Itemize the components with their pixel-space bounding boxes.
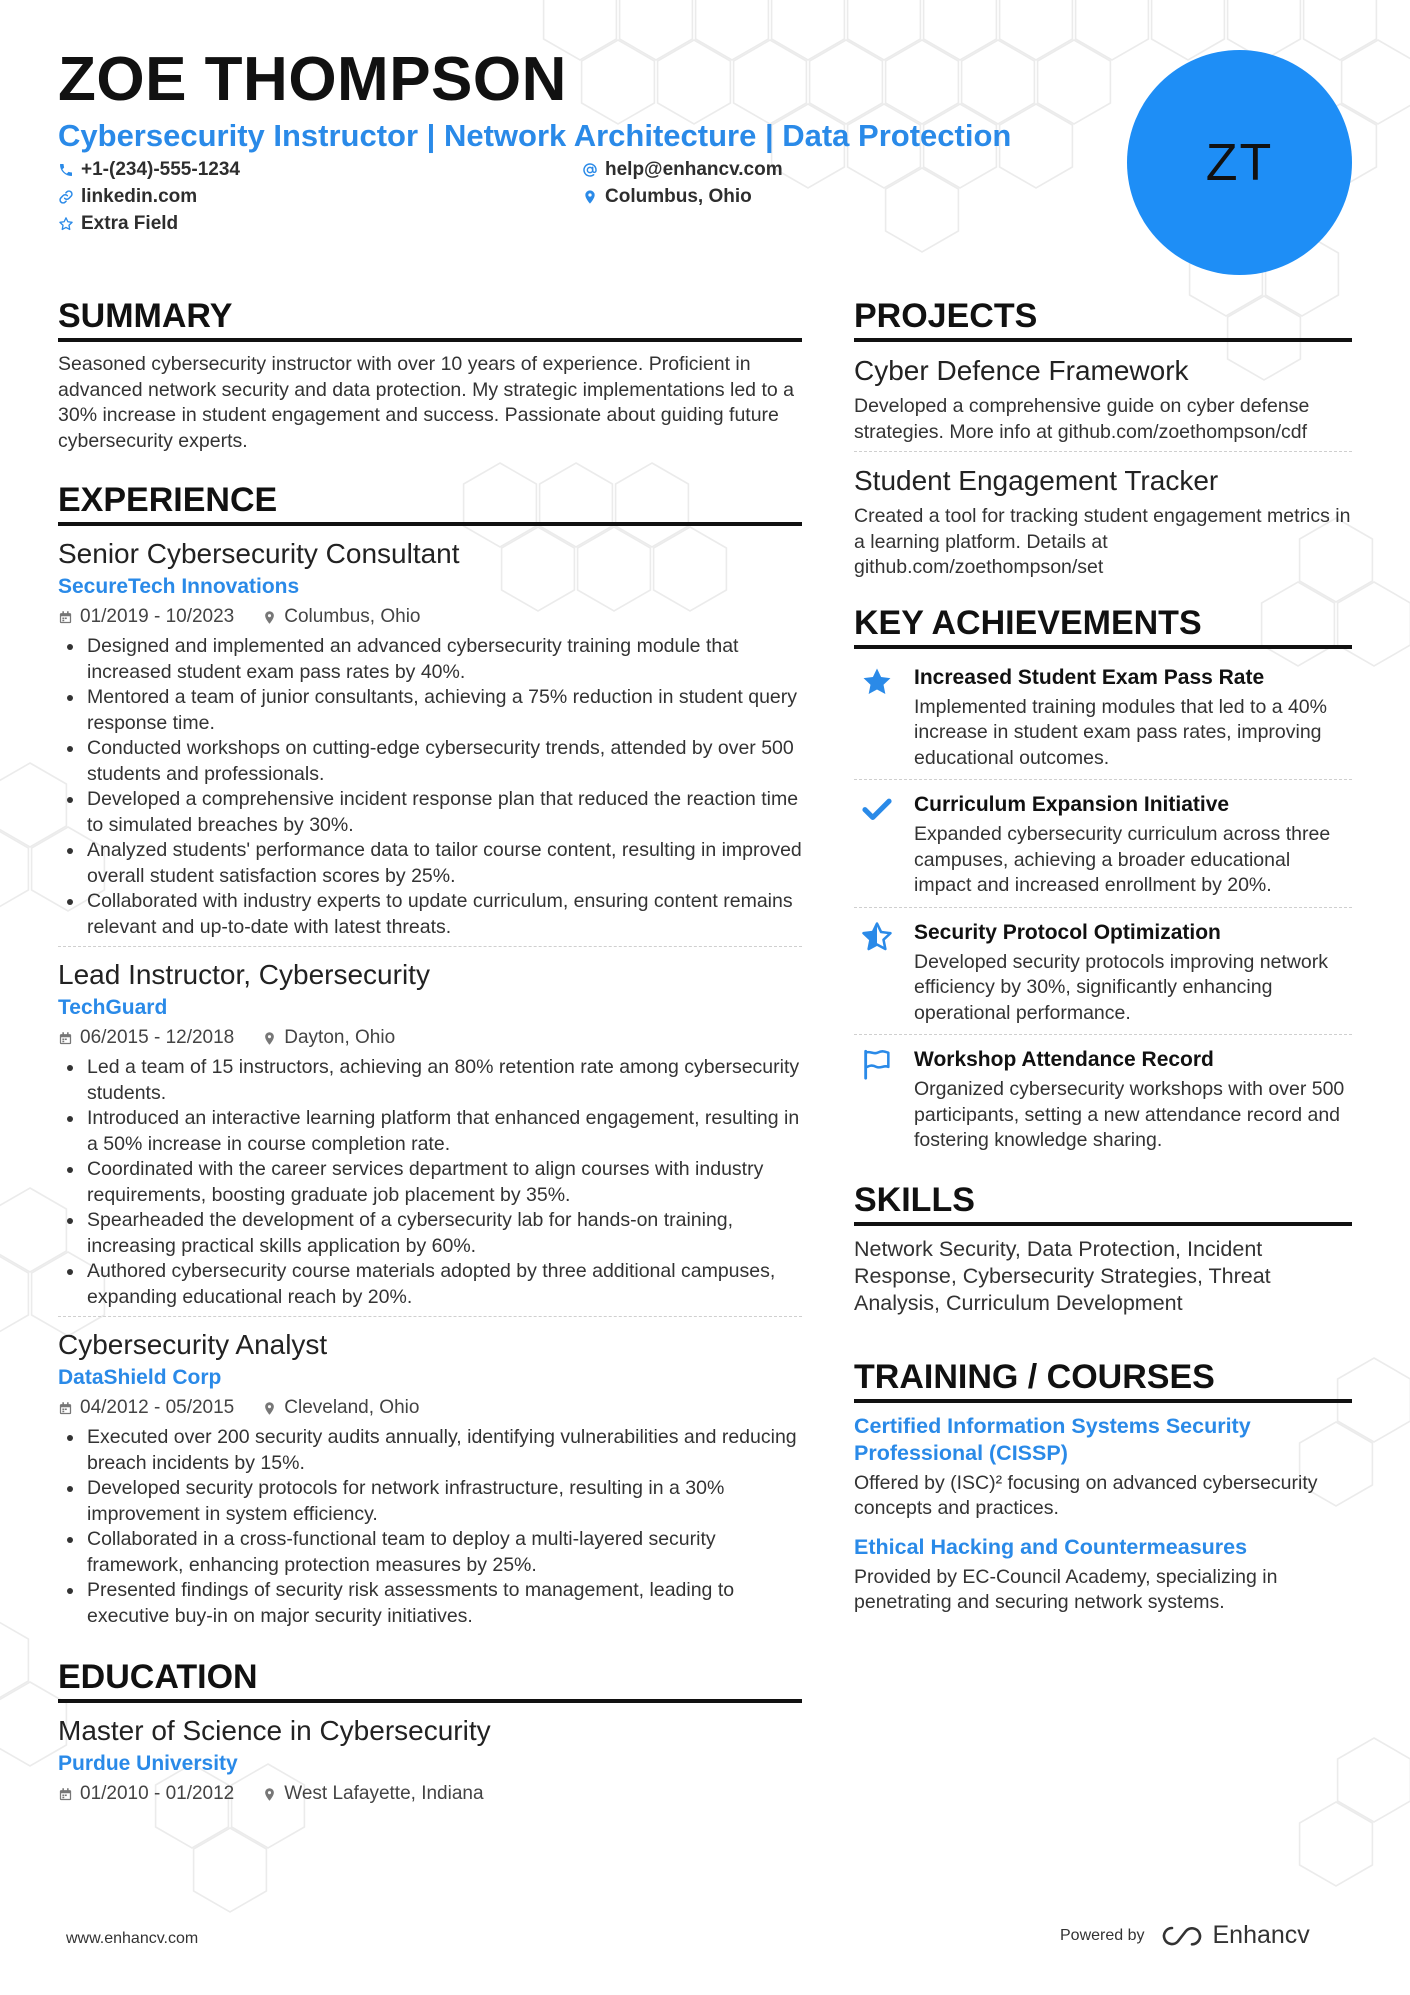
at-icon xyxy=(582,162,598,178)
education-meta xyxy=(58,1779,802,1809)
achievement-entry xyxy=(854,786,1352,908)
project-description: Created a tool for tracking student engagement metrics in a learning platform. Details at github.com/zoethompson/set xyxy=(854,505,1351,578)
star-icon xyxy=(854,663,900,772)
bullet-item: • Mentored a team of junior consultants, achieving a 75% reduction in student query response time. xyxy=(85,685,802,736)
job-dates-text: 06/2015 - 12/2018 xyxy=(80,1027,235,1048)
achievement-content xyxy=(914,1045,1352,1154)
summary-section xyxy=(58,296,802,454)
bullet-item: • Developed a comprehensive incident response plan that reduced the reaction time to simulated breaches by 30%. xyxy=(85,787,802,838)
bullet-item: • Presented findings of security risk assessments to management, leading to executive buy-in on major security initiatives. xyxy=(85,1578,802,1629)
bullet-item: • Collaborated in a cross-functional team to deploy a multi-layered security framework, enhancing protection measures by 25%. xyxy=(85,1527,802,1578)
avatar xyxy=(1127,50,1352,275)
bullet-item: • Authored cybersecurity course materials adopted by three additional campuses, expanding educational reach by 20%. xyxy=(85,1259,802,1310)
job-location-text: Columbus, Ohio xyxy=(284,606,421,627)
degree-title: Master of Science in Cybersecurity xyxy=(58,1715,491,1746)
experience-entry xyxy=(58,536,802,947)
course-description: Provided by EC-Council Academy, specializing in penetrating and securing network systems. xyxy=(854,1565,1278,1613)
course-title: Ethical Hacking and Countermeasures xyxy=(854,1534,1248,1559)
project-description: Developed a comprehensive guide on cyber defense strategies. More info at github.com/zoethompson/cdf xyxy=(854,395,1310,443)
candidate-name: ZOE THOMPSON xyxy=(58,45,567,114)
bullet-item: • Designed and implemented an advanced cybersecurity training module that increased student exam pass rates by 40%. xyxy=(85,634,802,685)
projects-section xyxy=(854,296,1352,587)
contact-location xyxy=(582,184,752,210)
education-dates xyxy=(58,1779,234,1809)
calendar-icon xyxy=(58,610,73,625)
course-description: Offered by (ISC)² focusing on advanced cybersecurity concepts and practices. xyxy=(854,1471,1318,1519)
location-text: Columbus, Ohio xyxy=(605,186,752,207)
job-title: Senior Cybersecurity Consultant xyxy=(58,538,460,569)
achievement-description: Organized cybersecurity workshops with over 500 participants, setting a new attendance record and fostering knowledge sharing. xyxy=(914,1078,1345,1151)
achievement-content xyxy=(914,918,1352,1027)
education-location-text: West Lafayette, Indiana xyxy=(284,1783,484,1804)
job-dates xyxy=(58,1393,234,1423)
training-section xyxy=(854,1357,1352,1616)
map-pin-icon xyxy=(262,1031,277,1046)
experience-entry xyxy=(58,1327,802,1635)
job-dates xyxy=(58,602,234,632)
school-name: Purdue University xyxy=(58,1752,238,1775)
extra-field-text: Extra Field xyxy=(81,213,179,234)
right-column xyxy=(854,296,1352,1628)
checkmark-icon xyxy=(854,790,900,899)
job-bullets xyxy=(58,1055,802,1310)
company-name: SecureTech Innovations xyxy=(58,575,300,598)
experience-heading: EXPERIENCE xyxy=(58,480,802,526)
brand-logo[interactable] xyxy=(1159,1921,1310,1950)
experience-section xyxy=(58,480,802,1635)
education-section xyxy=(58,1657,802,1809)
achievement-description: Developed security protocols improving network efficiency by 30%, significantly enhancing operational performance. xyxy=(914,950,1329,1024)
achievement-entry xyxy=(854,659,1352,781)
bullet-item: • Spearheaded the development of a cybersecurity lab for hands-on training, increasing practical skills application by 60%. xyxy=(85,1208,802,1259)
job-location xyxy=(262,1023,395,1053)
half-star-icon xyxy=(854,918,900,1027)
course-title: Certified Information Systems Security Professional (CISSP) xyxy=(854,1413,1251,1465)
course-entry xyxy=(854,1413,1352,1522)
map-pin-icon xyxy=(262,1401,277,1416)
map-pin-icon xyxy=(582,189,598,205)
experience-entry xyxy=(58,957,802,1317)
contact-email[interactable] xyxy=(582,157,783,183)
bullet-item: • Executed over 200 security audits annually, identifying vulnerabilities and reducing breach incidents by 15%. xyxy=(85,1425,802,1476)
calendar-icon xyxy=(58,1787,73,1802)
achievements-heading: KEY ACHIEVEMENTS xyxy=(854,603,1352,649)
job-dates-text: 04/2012 - 05/2015 xyxy=(80,1397,235,1418)
projects-heading: PROJECTS xyxy=(854,296,1352,342)
contact-phone[interactable] xyxy=(58,157,240,183)
achievements-section xyxy=(854,603,1352,1162)
achievement-description: Implemented training modules that led to a 40% increase in student exam pass rates, improving educational outcomes. xyxy=(914,695,1327,769)
map-pin-icon xyxy=(262,610,277,625)
footer-website[interactable]: www.enhancv.com xyxy=(66,1930,199,1947)
job-bullets xyxy=(58,634,802,940)
achievement-title: Increased Student Exam Pass Rate xyxy=(914,665,1265,689)
job-title: Lead Instructor, Cybersecurity xyxy=(58,959,430,990)
skills-text: Network Security, Data Protection, Incident Response, Cybersecurity Strategies, Threat Analysis, Curriculum Development xyxy=(854,1236,1271,1315)
map-pin-icon xyxy=(262,1787,277,1802)
enhancv-logo-icon xyxy=(1159,1923,1205,1949)
company-name: DataShield Corp xyxy=(58,1366,222,1389)
bullet-item: • Conducted workshops on cutting-edge cybersecurity trends, attended by over 500 students and professionals. xyxy=(85,736,802,787)
achievement-title: Security Protocol Optimization xyxy=(914,920,1221,944)
job-dates-text: 01/2019 - 10/2023 xyxy=(80,606,235,627)
project-title: Student Engagement Tracker xyxy=(854,465,1219,496)
company-name: TechGuard xyxy=(58,996,168,1019)
link-icon xyxy=(58,189,74,205)
job-title: Cybersecurity Analyst xyxy=(58,1329,328,1360)
job-meta xyxy=(58,1393,802,1423)
project-entry xyxy=(854,462,1352,587)
job-location-text: Cleveland, Ohio xyxy=(284,1397,420,1418)
job-location-text: Dayton, Ohio xyxy=(284,1027,396,1048)
bullet-item: • Introduced an interactive learning platform that enhanced engagement, resulting in a 50% increase in course completion rate. xyxy=(85,1106,802,1157)
bullet-item: • Led a team of 15 instructors, achieving an 80% retention rate among cybersecurity students. xyxy=(85,1055,802,1106)
skills-heading: SKILLS xyxy=(854,1180,1352,1226)
achievement-entry xyxy=(854,1041,1352,1162)
avatar-initials: ZT xyxy=(1205,133,1274,192)
achievement-content xyxy=(914,663,1352,772)
achievement-title: Curriculum Expansion Initiative xyxy=(914,793,1230,816)
brand-name: Enhancv xyxy=(1212,1921,1310,1949)
job-location xyxy=(262,1393,419,1423)
education-dates-text: 01/2010 - 01/2012 xyxy=(80,1783,235,1804)
phone-text: +1-(234)-555-1234 xyxy=(81,159,240,180)
training-heading: TRAINING / COURSES xyxy=(854,1357,1352,1403)
footer-branding xyxy=(1060,1921,1310,1950)
job-location xyxy=(262,602,420,632)
bullet-item: • Collaborated with industry experts to update curriculum, ensuring content remains relevant and up-to-date with latest threats. xyxy=(85,889,802,940)
summary-heading: SUMMARY xyxy=(58,296,802,342)
job-bullets xyxy=(58,1425,802,1629)
course-entry xyxy=(854,1534,1352,1616)
candidate-headline: Cybersecurity Instructor | Network Architecture | Data Protection xyxy=(58,118,1012,153)
job-dates xyxy=(58,1023,234,1053)
bullet-item: • Developed security protocols for network infrastructure, resulting in a 30% improvement in system efficiency. xyxy=(85,1476,802,1527)
bullet-item: • Coordinated with the career services department to align courses with industry requirements, boosting graduate job placement by 35%. xyxy=(85,1157,802,1208)
project-title: Cyber Defence Framework xyxy=(854,355,1189,386)
calendar-icon xyxy=(58,1031,73,1046)
education-heading: EDUCATION xyxy=(58,1657,802,1703)
achievement-description: Expanded cybersecurity curriculum across three campuses, achieving a broader educational impact and increased enrollment by 20%. xyxy=(914,823,1331,896)
education-location xyxy=(262,1779,483,1809)
powered-by-label: Powered by xyxy=(1060,1926,1145,1944)
skills-section xyxy=(854,1180,1352,1317)
linkedin-text: linkedin.com xyxy=(81,186,198,207)
achievement-content xyxy=(914,790,1352,899)
flag-icon xyxy=(854,1045,900,1154)
bullet-item: • Analyzed students' performance data to tailor course content, resulting in improved overall student satisfaction scores by 25%. xyxy=(85,838,802,889)
summary-text: Seasoned cybersecurity instructor with over 10 years of experience. Proficient in advanced network security and data protection. My strategic implementations led to a 30% increase in student engagement and success. Passionate about guiding future cybersecurity experts. xyxy=(58,353,794,452)
contact-info xyxy=(58,157,818,241)
phone-icon xyxy=(58,162,74,178)
achievement-title: Workshop Attendance Record xyxy=(914,1048,1214,1071)
contact-extra-field xyxy=(58,211,178,237)
job-meta xyxy=(58,1023,802,1053)
achievement-entry xyxy=(854,914,1352,1036)
left-column xyxy=(58,296,802,1809)
contact-linkedin[interactable] xyxy=(58,184,197,210)
job-meta xyxy=(58,602,802,632)
project-entry xyxy=(854,352,1352,452)
calendar-icon xyxy=(58,1401,73,1416)
star-outline-icon xyxy=(58,216,74,232)
email-text: help@enhancv.com xyxy=(605,159,783,180)
